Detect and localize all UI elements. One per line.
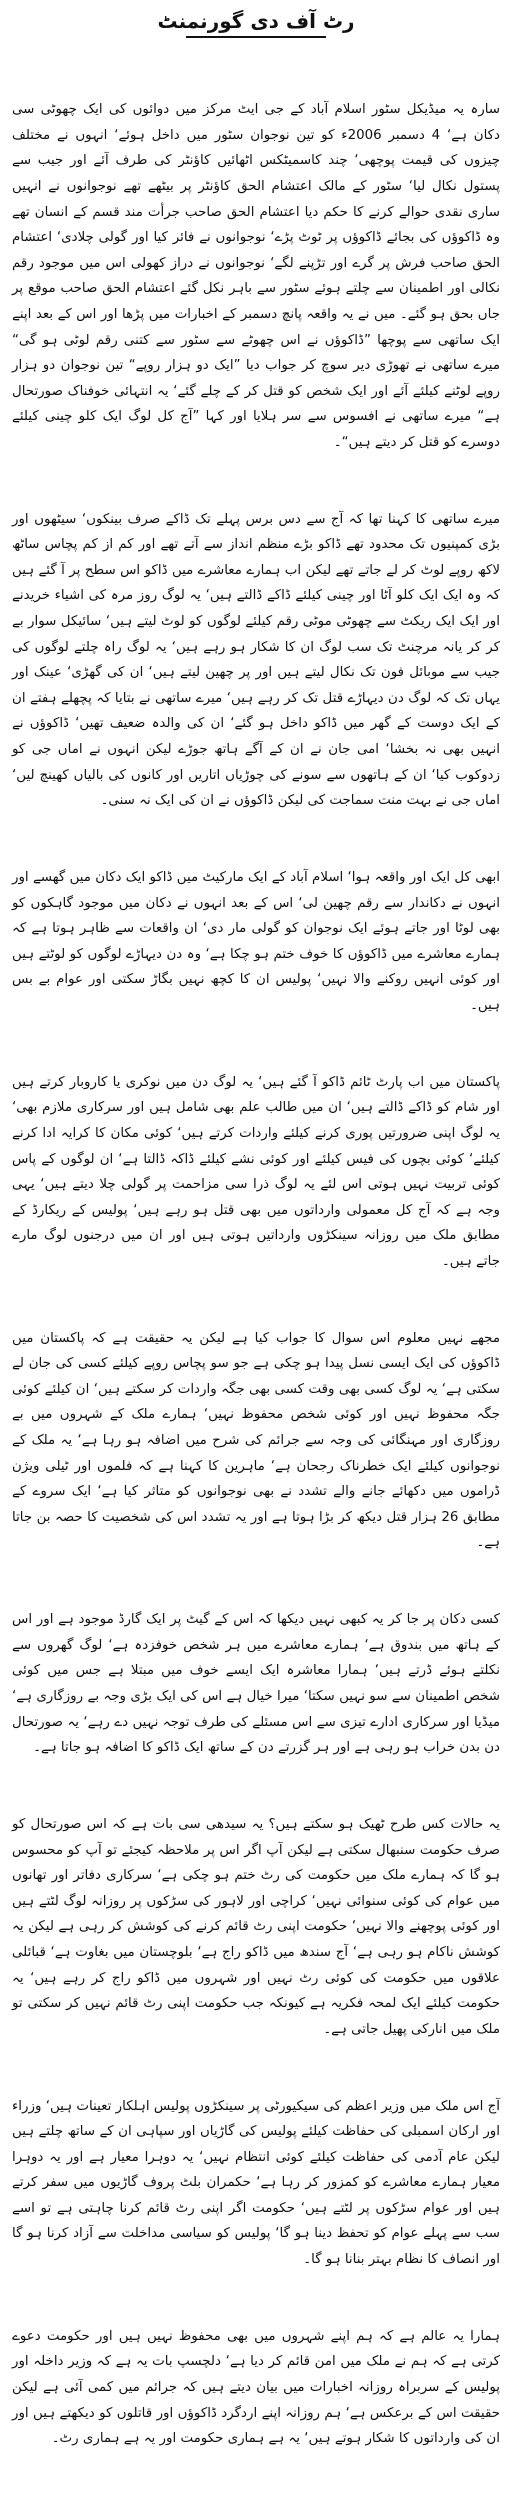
article-paragraph: سارہ یہ میڈیکل سٹور اسلام آباد کے جی ایٹ مرکز میں دوائوں کی ایک چھوٹی سی دکان ہے‘ 4 دسمبر 2006ء کو تین نوجوان سٹور میں داخل ہوئے‘ انہوں نے مختلف چیزوں کی قیمت پوچھی‘ چند کاسمیٹکس اٹھائیں کاؤنٹر کی طرف آئے اور جیب سے پستول نکال لیا‘ سٹور کے مالک اعتشام الحق کاؤنٹر پر بیٹھے تھے نوجوانوں نے انہیں ساری نقدی حوالے کرنے کا حکم دیا اعتشام الحق صاحب جرأت مند قسم کے انسان تھے وہ ڈاکوؤں کی بجائے ڈاکوؤں پر ٹوٹ پڑے‘ نوجوانوں نے فائر کیا اور گولی چلادی‘ اعتشام الحق صاحب فرش پر گرے اور تڑپنے لگے‘ نوجوانوں نے دراز کھولی اس میں موجود رقم نکالی اور اطمینان سے چلتے ہوئے سٹور سے باہر نکل گئے اعتشام الحق صاحب موقع پر جاں بحق ہو گئے۔ میں نے یہ واقعہ پانچ دسمبر کے اخبارات میں پڑھا اور اس کے بعد اپنے ایک ساتھی سے پوچھا ”ڈاکوؤں نے اس چھوٹے سے سٹور سے کتنی رقم لوٹی ہو گی“ میرے ساتھی نے تھوڑی دیر سوچ کر جواب دیا ”ایک دو ہزار روپے“ تین نوجوان دو ہزار روپے لوٹنے کیلئے آئے اور ایک شخص کو قتل کر کے چلے گئے‘ یہ انتہائی خوفناک صورتحال ہے“ میرے ساتھی نے افسوس سے سر ہلایا اور کہا ”آج کل لوگ ایک کلو چینی کیلئے دوسرے کو قتل کر دیتے ہیں“۔: [7, 102, 500, 450]
article-paragraph: کسی دکان پر جا کر یہ کبھی نہیں دیکھا کہ اس کے گیٹ پر ایک گارڈ موجود ہے اور اس کے ہاتھ میں بندوق ہے‘ ہمارے معاشرے میں ہر شخص خوفزدہ ہے‘ لوگ گھروں سے نکلتے ہوئے ڈرتے ہیں‘ ہمارا معاشرہ ایک ایسے خوف میں مبتلا ہے جس میں کوئی شخص اطمینان سے سو نہیں سکتا‘ میرا خیال ہے اس کی ایک بڑی وجہ بے روزگاری ہے‘ میڈیا اور سرکاری ادارے تیزی سے اس مسئلے کی طرف توجہ نہیں دے رہے‘ یہ صورتحال دن بدن خراب ہو رہی ہے اور ہر گزرتے دن کے ساتھ ایک ڈاکو کا اضافہ ہو جاتا ہے۔: [7, 1612, 500, 1756]
article-title: رٹ آف دی گورنمنٹ: [157, 9, 355, 33]
article-paragraph: پاکستان میں اب پارٹ ٹائم ڈاکو آ گئے ہیں‘ یہ لوگ دن میں نوکری یا کاروبار کرتے ہیں اور شام کو ڈاکے ڈالتے ہیں‘ ان میں طالب علم بھی شامل ہیں اور سرکاری ملازم بھی‘ یہ لوگ اپنی ضرورتیں پوری کرنے کیلئے واردات کرتے ہیں‘ کوئی مکان کا کرایہ ادا کرنے کیلئے‘ کوئی بچوں کی فیس کیلئے اور کوئی نشے کیلئے ڈاکہ ڈالتا ہے‘ ان لوگوں کے پاس کوئی تربیت نہیں ہوتی اس لئے یہ لوگ ذرا سی مزاحمت پر گولی چلا دیتے ہیں‘ یہی وجہ ہے کہ آج کل معمولی وارداتوں میں بھی قتل ہو رہے ہیں‘ پولیس کے ریکارڈ کے مطابق ملک میں روزانہ سینکڑوں وارداتیں ہوتی ہیں اور ان میں درجنوں لوگ مارے جاتے ہیں۔: [7, 1074, 500, 1269]
article-paragraph: میرے ساتھی کا کہنا تھا کہ آج سے دس برس پہلے تک ڈاکے صرف بینکوں‘ سیٹھوں اور بڑی کمپنیوں تک محدود تھے ڈاکو بڑے منظم انداز سے آتے تھے اور کم از کم پچاس ساٹھ لاکھ روپے لوٹ کر لے جاتے تھے لیکن اب ہمارے معاشرے میں ڈاکو اس سطح پر آ گئے ہیں کہ وہ ایک ایک کلو آٹا اور چینی کیلئے ڈاکے ڈالتے ہیں‘ یہ لوگ روز مرہ کی اشیاء خریدنے اور ایک ایک ریکٹ سے چھوٹی موٹی رقم کیلئے لوگوں کو لوٹ لیتے ہیں‘ سائیکل سوار بے کر کر یانہ مرچنٹ تک سب لوگ ان کا شکار ہو رہے ہیں‘ یہ لوگ راہ چلتے لوگوں کی جیب سے موبائل فون تک نکال لیتے ہیں اور پر چھین لیتے ہیں‘ ان کی گھڑی‘ عینک اور یہاں تک کہ لوگ دن دیہاڑے قتل تک کر رہے ہیں‘ میرے ساتھی نے بتایا کہ پچھلے ہفتے ان کے ایک دوست کے گھر میں ڈاکو داخل ہو گئے‘ ان کی والدہ ضعیف تھیں‘ ڈاکوؤں نے انہیں بھی نہ بخشا‘ امی جان نے ان کے آگے ہاتھ جوڑے لیکن انہوں نے اماں جی کو زدوکوب کیا‘ ان کے ہاتھوں سے سونے کی چوڑیاں اتاریں اور کانوں کی بالیاں کھینچ لیں‘ اماں جی نے بہت منت سماجت کی لیکن ڈاکوؤں نے ان کی ایک نہ سنی۔: [7, 511, 500, 809]
article-body: [7, 46, 500, 2503]
article-paragraph: یہ حالات کس طرح ٹھیک ہو سکتے ہیں؟ یہ سیدھی سی بات ہے کہ اس صورتحال کو صرف حکومت سنبھال سکتی ہے لیکن آپ اگر اس پر ملاحظہ کیجئے تو آپ کو محسوس ہو گا کہ ہمارے ملک میں حکومت کی رٹ ختم ہو چکی ہے‘ سرکاری دفاتر اور تھانوں میں عوام کی کوئی سنوائی نہیں‘ کراچی اور لاہور کی سڑکوں پر روزانہ لوگ لٹتے ہیں اور کوئی پوچھنے والا نہیں‘ حکومت اپنی رٹ قائم کرنے کی کوشش کر رہی ہے لیکن یہ کوشش ناکام ہو رہی ہے‘ آج سندھ میں ڈاکو راج ہے‘ بلوچستان میں بغاوت ہے‘ قبائلی علاقوں میں حکومت کی کوئی رٹ نہیں اور شہروں میں ڈاکو راج کر رہے ہیں‘ یہ حکومت کیلئے ایک لمحہ فکریہ ہے کیونکہ جب حکومت اپنی رٹ قائم نہیں کر سکتی تو ملک میں انارکی پھیل جاتی ہے۔: [7, 1816, 500, 2037]
title-underline: [186, 36, 326, 38]
article-paragraph: مجھے نہیں معلوم اس سوال کا جواب کیا ہے لیکن یہ حقیقت ہے کہ پاکستان میں ڈاکوؤں کی ایک ایسی نسل پیدا ہو چکی ہے جو سو پچاس روپے کیلئے کسی کی جان لے سکتی ہے‘ یہ لوگ کسی بھی وقت کسی بھی جگہ واردات کر سکتے ہیں‘ ان کیلئے کوئی جگہ محفوظ نہیں اور کوئی شخص محفوظ نہیں‘ ہمارے ملک کے شہروں میں بے روزگاری اور مہنگائی کی وجہ سے جرائم کی شرح میں اضافہ ہو رہا ہے‘ یہ ملک کے نوجوانوں کیلئے ایک خطرناک رجحان ہے‘ ماہرین کا کہنا ہے کہ فلموں اور ٹیلی ویژن ڈراموں میں دکھائے جانے والے تشدد نے بھی نوجوانوں کو متاثر کیا ہے‘ ایک سروے کے مطابق 26 ہزار قتل دیکھ کر بڑا ہوتا ہے اور یہ تشدد اس کی شخصیت کا حصہ بن جاتا ہے۔: [7, 1330, 500, 1551]
article-paragraph: ہمارا یہ عالم ہے کہ ہم اپنے شہروں میں بھی محفوظ نہیں ہیں اور حکومت دعوے کرتی ہے کہ ہم نے ملک میں امن قائم کر دیا ہے‘ دلچسپ بات یہ ہے کہ وزیر داخلہ اور پولیس کے سربراہ روزانہ اخبارات میں بیان دیتے ہیں کہ جرائم میں کمی آئی ہے لیکن حقیقت اس کے برعکس ہے‘ ہم روزانہ اپنے اردگرد ڈاکوؤں اور قاتلوں کو دیکھتے ہیں اور ان کی وارداتوں کا شکار ہوتے ہیں‘ یہ ہے ہماری حکومت اور یہ ہے ہماری رٹ۔: [7, 2328, 500, 2447]
column-header: [12, 8, 500, 38]
article-paragraph: ابھی کل ایک اور واقعہ ہوا‘ اسلام آباد کے ایک مارکیٹ میں ڈاکو ایک دکان میں گھسے اور انہوں نے دکاندار سے رقم چھین لی‘ اس کے بعد انہوں نے دکان میں موجود گاہکوں کو بھی لوٹا اور جاتے ہوئے ایک نوجوان کو گولی مار دی‘ ان واقعات سے ظاہر ہوتا ہے کہ ہمارے معاشرے میں ڈاکوؤں کا خوف ختم ہو چکا ہے‘ وہ دن دیہاڑے لوگوں کو لوٹتے ہیں اور کوئی انہیں روکنے والا نہیں‘ پولیس ان کا کچھ نہیں بگاڑ سکتی اور عوام بے بس ہیں۔: [7, 870, 500, 1013]
article-paragraph: آج اس ملک میں وزیر اعظم کی سیکیورٹی پر سینکڑوں پولیس اہلکار تعینات ہیں‘ وزراء اور ارکان اسمبلی کی حفاظت کیلئے پولیس کی گاڑیاں اور سپاہی ان کے ساتھ چلتے ہیں لیکن عام آدمی کی حفاظت کیلئے کوئی انتظام نہیں‘ یہ دوہرا معیار ہے اور یہ دوہرا معیار ہمارے معاشرے کو کمزور کر رہا ہے‘ حکمران بلٹ پروف گاڑیوں میں سفر کرتے ہیں اور عوام سڑکوں پر لٹتے ہیں‘ حکومت اگر اپنی رٹ قائم کرنا چاہتی ہے تو اسے سب سے پہلے عوام کو تحفظ دینا ہو گا‘ پولیس کو سیاسی مداخلت سے آزاد کرنا ہو گا اور انصاف کا نظام بہتر بنانا ہو گا۔: [7, 2098, 500, 2268]
